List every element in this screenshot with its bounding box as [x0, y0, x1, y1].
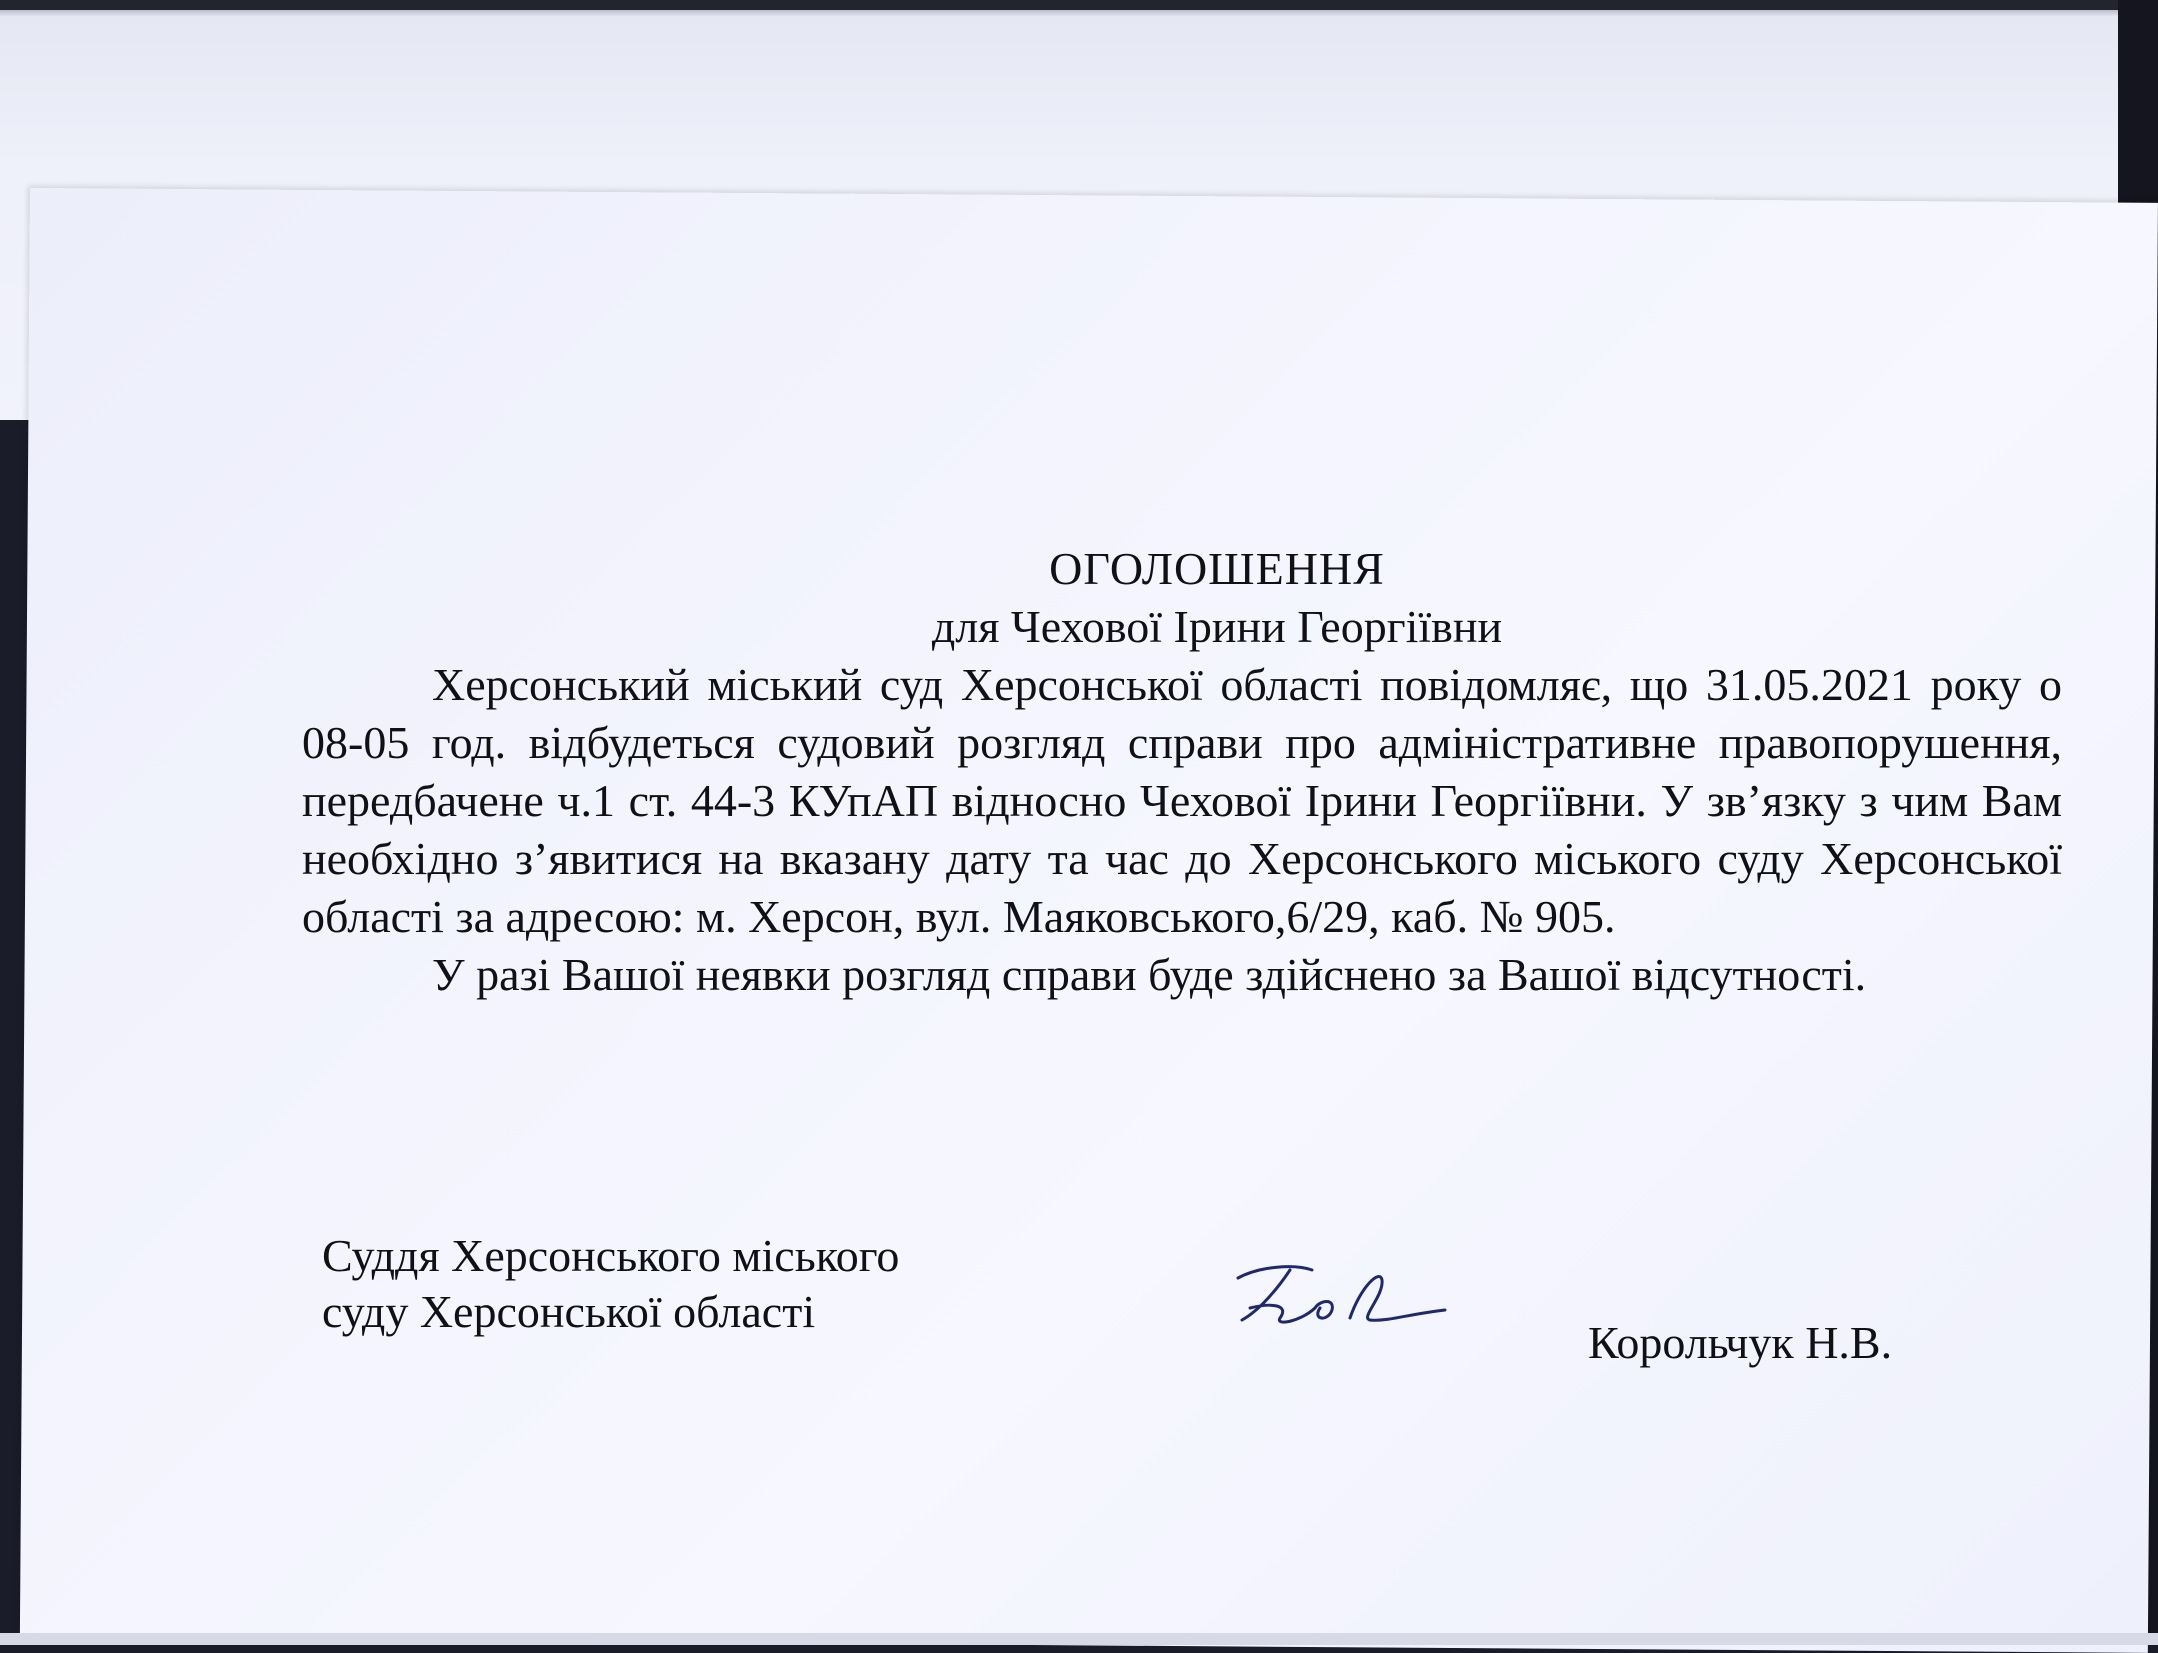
back-sheet-paper-edge [0, 10, 2120, 16]
judge-position [322, 1228, 899, 1340]
back-sheet-top-edge [0, 0, 2158, 10]
document-subtitle: для Чехової Ірини Георгіївни [931, 601, 1503, 652]
absence-paragraph: У разі Вашої неявки розгляд справи буде здійснено за Вашої відсутності. [432, 949, 1867, 1000]
judge-position-line-2: суду Херсонської області [322, 1286, 816, 1337]
document-title: ОГОЛОШЕННЯ [1049, 543, 1385, 594]
announcement-text [302, 540, 2062, 1004]
sheet-bottom-edge [0, 1633, 2158, 1645]
judge-position-line-1: Суддя Херсонського міського [322, 1230, 900, 1281]
judge-name: Корольчук Н.В. [1588, 1317, 1893, 1368]
handwritten-signature [1220, 1248, 1450, 1343]
notice-paragraph: Херсонський міський суд Херсонської області повідомляє, що 31.05.2021 року о 08-05 год. відбудеться судовий розгляд справи про адміністративне правопорушення, передбачене ч.1 ст. 44-3 КУпАП відносно Чехової Ірини Георгіївни. У зв’язку з чим Вам необхідно з’явитися на вказану дату та час до Херсонського міського суду Херсонської області за адресою: м. Херсон, вул. Маяковського,6/29, каб. № 905. [302, 659, 2062, 942]
